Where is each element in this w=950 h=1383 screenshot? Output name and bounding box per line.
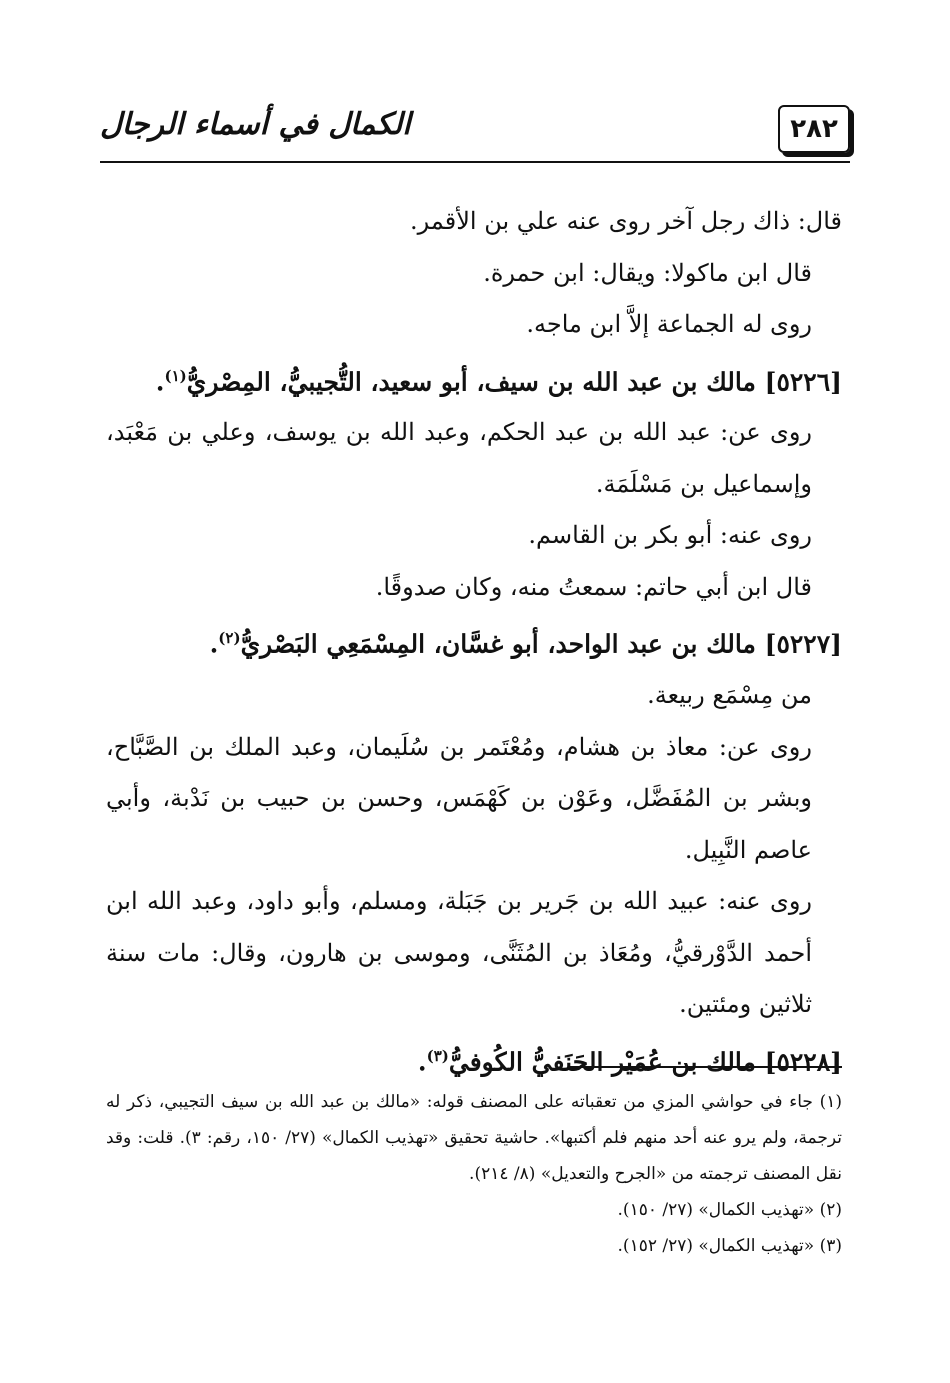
main-text [106, 196, 842, 1087]
footnote: (٢) «تهذيب الكمال» (٢٧/ ١٥٠). [617, 1200, 842, 1220]
paragraph: روى عنه: عبيد الله بن جَرير بن جَبَلة، ومسلم، وأبو داود، وعبد الله ابن أحمد الدَّوْرقيُّ، ومُعَاذ بن المُثَنَّى، وموسى بن هارون، وقال: مات سنة ثلاثين ومئتين. [106, 887, 813, 1019]
footnote: (١) جاء في حواشي المزي من تعقباته على المصنف قوله: «مالك بن عبد الله بن سيف التجيبي، ذكر له ترجمة، ولم يرو عنه أحد منهم فلم أكتبها». حاشية تحقيق «تهذيب الكمال» (٢٧/ ١٥٠، رقم: ٣). قلت: وقد نقل المصنف ترجمته من «الجرح والتعديل» (٨/ ٢١٤). [106, 1092, 843, 1184]
page-number: ٢٨٢ [778, 105, 850, 153]
paragraph: روى له الجماعة إلاَّ ابن ماجه. [526, 310, 812, 338]
paragraph: روى عن: عبد الله بن عبد الحكم، وعبد الله بن يوسف، وعلي بن مَعْبَد، وإسماعيل بن مَسْلَمَة. [106, 418, 812, 498]
header-rule [100, 161, 850, 163]
footnotes [106, 1084, 842, 1264]
footnote-ref: (٢) [218, 629, 241, 648]
paragraph: قال ابن ماكولا: ويقال: ابن حمرة. [483, 258, 812, 287]
footnote-separator [570, 1066, 842, 1068]
footnote-ref: (١) [164, 366, 187, 385]
paragraph: روى عنه: أبو بكر بن القاسم. [528, 521, 812, 550]
paragraph: قال: ذاك رجل آخر روى عنه علي بن الأقمر. [409, 207, 842, 235]
footnote: (٣) «تهذيب الكمال» (٢٧/ ١٥٢). [617, 1236, 842, 1256]
footnote-ref: (٣) [426, 1046, 449, 1065]
page-header [100, 105, 850, 163]
entry-title: [٥٢٢٦] مالك بن عبد الله بن سيف، أبو سعيد، التُّجيبيُّ، المِصْريُّ [186, 366, 842, 396]
paragraph: قال ابن أبي حاتم: سمعتُ منه، وكان صدوقًا. [375, 572, 812, 601]
book-title: الكمال في أسماء الرجال [100, 107, 411, 142]
entry-heading-5226: [٥٢٢٦] مالك بن عبد الله بن سيف، أبو سعيد، التُّجيبيُّ، المِصْريُّ$^{(١)}$. [155, 366, 842, 396]
paragraph: من مِسْمَع ربيعة. [647, 681, 812, 710]
paragraph: روى عن: معاذ بن هشام، ومُعْتَمر بن سُلَيمان، وعبد الملك بن الصَّبَّاح، وبشر بن المُفَضَّل، وعَوْن بن كَهْمَس، وحسن بن حبيب بن نَدْبة، وأبي عاصم النَّبِيل. [106, 732, 812, 864]
entry-title: [٥٢٢٨] مالك بن عُمَيْر الحَنَفيُّ الكُوفيُّ [448, 1046, 842, 1076]
entry-title: [٥٢٢٧] مالك بن عبد الواحد، أبو غسَّان، المِسْمَعِي البَصْريُّ [240, 629, 842, 659]
entry-heading-5228: [٥٢٢٨] مالك بن عُمَيْر الحَنَفيُّ الكُوفيُّ$^{(٣)}$. [417, 1046, 842, 1076]
entry-heading-5227: [٥٢٢٧] مالك بن عبد الواحد، أبو غسَّان، المِسْمَعِي البَصْريُّ$^{(٢)}$. [209, 629, 842, 659]
